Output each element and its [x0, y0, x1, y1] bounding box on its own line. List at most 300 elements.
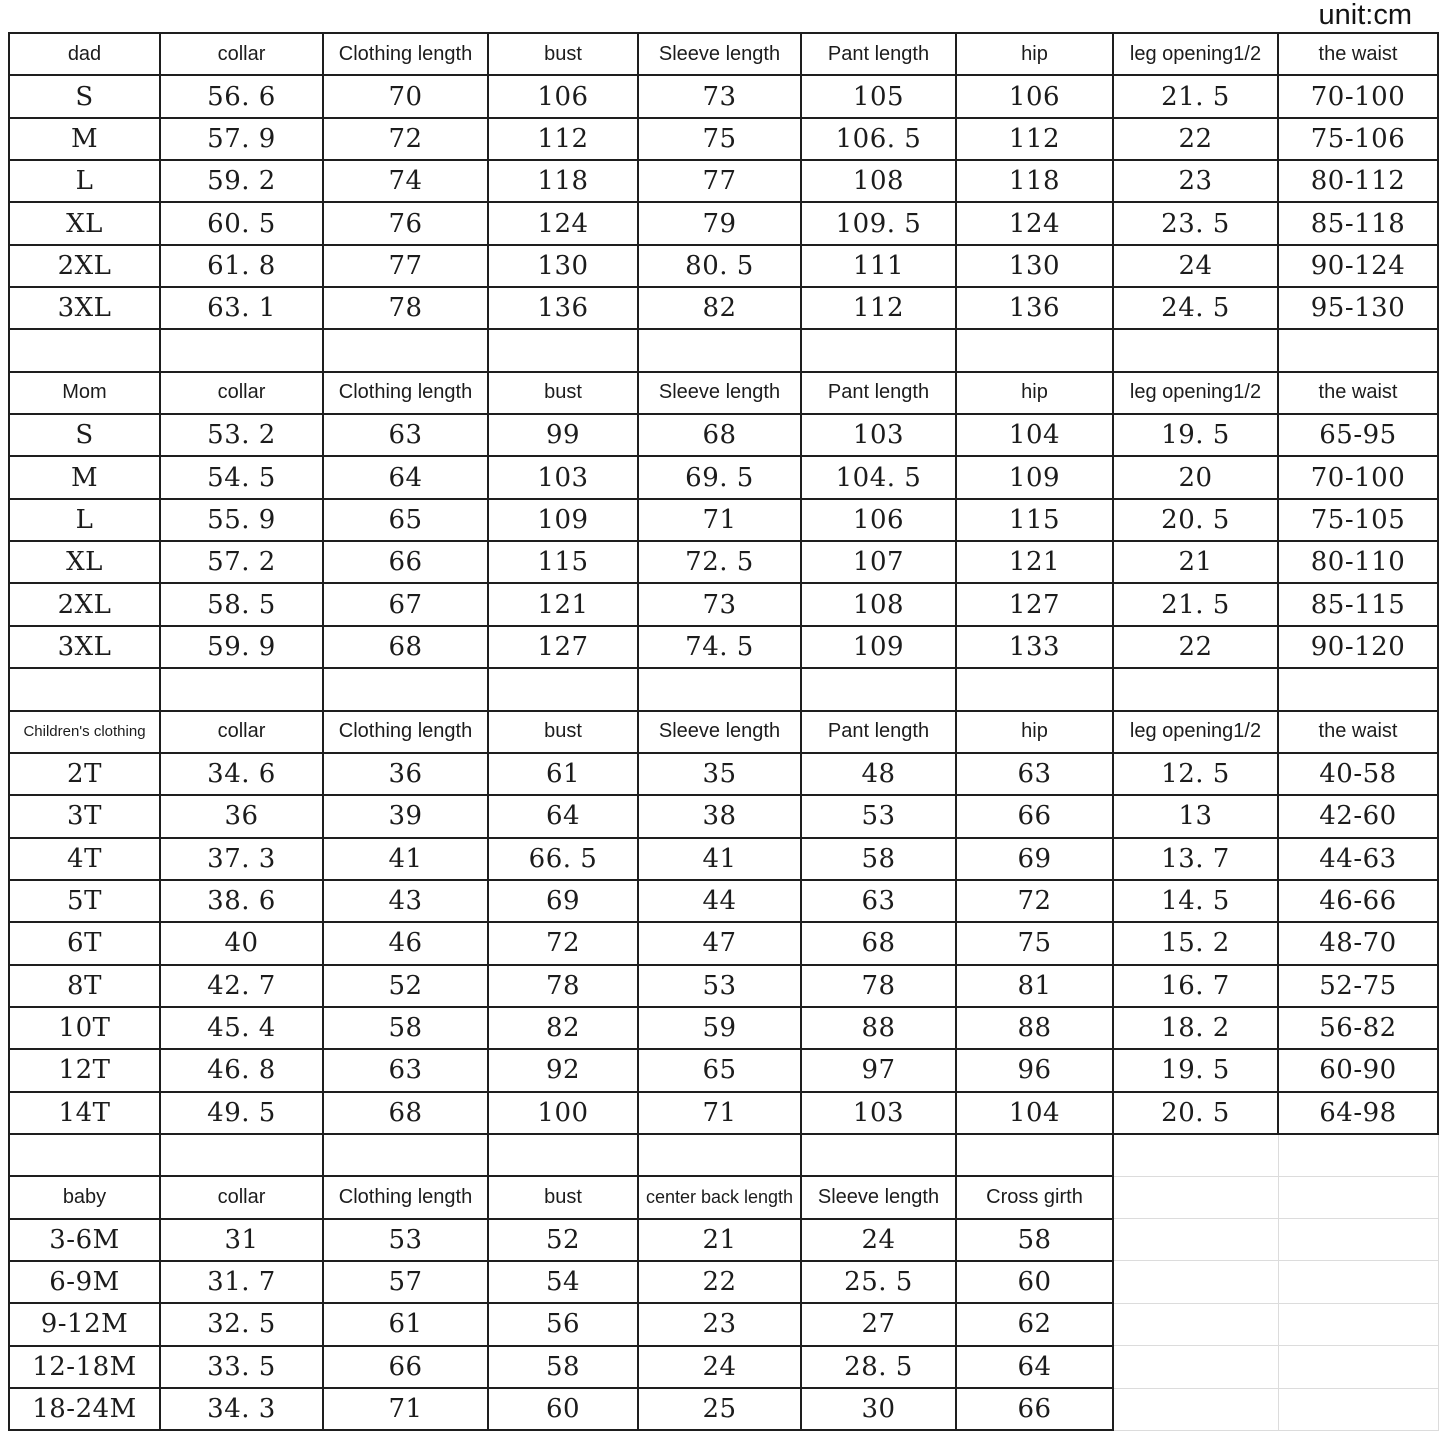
baby-size-cell: 9-12M	[9, 1303, 160, 1345]
mom-header-cell: Clothing length	[323, 372, 488, 414]
mom-size-cell: 2XL	[9, 583, 160, 625]
dad-value-cell: 77	[638, 160, 801, 202]
mom-value-cell: 127	[956, 583, 1113, 625]
baby-value-cell: 31. 7	[160, 1261, 323, 1303]
children-value-cell: 47	[638, 922, 801, 964]
baby-size-cell: 12-18M	[9, 1346, 160, 1388]
baby-value-cell: 66	[323, 1346, 488, 1388]
baby-header-cell: collar	[160, 1176, 323, 1218]
mom-value-cell: 80-110	[1278, 541, 1438, 583]
empty-grid-cell	[1278, 1219, 1438, 1261]
spacer-cell	[1278, 329, 1438, 371]
children-value-cell: 19. 5	[1113, 1049, 1278, 1091]
baby-value-cell: 64	[956, 1346, 1113, 1388]
children-header-row	[9, 711, 1438, 753]
mom-value-cell: 19. 5	[1113, 414, 1278, 456]
children-header-cell: bust	[488, 711, 638, 753]
dad-value-cell: 109. 5	[801, 202, 956, 244]
children-header-cell: leg opening1/2	[1113, 711, 1278, 753]
dad-value-cell: 106. 5	[801, 118, 956, 160]
children-value-cell: 53	[638, 965, 801, 1007]
spacer-cell	[9, 668, 160, 710]
baby-value-cell: 30	[801, 1388, 956, 1430]
spacer-cell	[1113, 668, 1278, 710]
dad-value-cell: 73	[638, 75, 801, 117]
children-value-cell: 16. 7	[1113, 965, 1278, 1007]
dad-value-cell: 59. 2	[160, 160, 323, 202]
baby-value-cell: 22	[638, 1261, 801, 1303]
mom-value-cell: 121	[956, 541, 1113, 583]
baby-header-cell: baby	[9, 1176, 160, 1218]
dad-value-cell: 80-112	[1278, 160, 1438, 202]
baby-value-cell: 62	[956, 1303, 1113, 1345]
dad-value-cell: 70	[323, 75, 488, 117]
children-value-cell: 38. 6	[160, 880, 323, 922]
spacer-cell	[801, 329, 956, 371]
children-value-cell: 58	[801, 838, 956, 880]
dad-value-cell: 118	[488, 160, 638, 202]
children-row-5T	[9, 880, 1438, 922]
dad-value-cell: 124	[956, 202, 1113, 244]
dad-header-row	[9, 33, 1438, 75]
dad-value-cell: 118	[956, 160, 1113, 202]
dad-value-cell: 95-130	[1278, 287, 1438, 329]
mom-value-cell: 99	[488, 414, 638, 456]
children-value-cell: 82	[488, 1007, 638, 1049]
children-value-cell: 81	[956, 965, 1113, 1007]
baby-value-cell: 71	[323, 1388, 488, 1430]
size-chart-table	[8, 32, 1439, 1431]
dad-value-cell: 76	[323, 202, 488, 244]
children-row-12T	[9, 1049, 1438, 1091]
children-value-cell: 66	[956, 795, 1113, 837]
mom-value-cell: 108	[801, 583, 956, 625]
children-size-cell: 12T	[9, 1049, 160, 1091]
dad-row-S	[9, 75, 1438, 117]
children-value-cell: 44-63	[1278, 838, 1438, 880]
mom-value-cell: 21	[1113, 541, 1278, 583]
empty-grid-cell	[1278, 1176, 1438, 1218]
dad-value-cell: 124	[488, 202, 638, 244]
children-header-cell: collar	[160, 711, 323, 753]
spacer-cell	[160, 329, 323, 371]
mom-header-cell: Mom	[9, 372, 160, 414]
dad-size-cell: M	[9, 118, 160, 160]
dad-value-cell: 22	[1113, 118, 1278, 160]
children-value-cell: 66. 5	[488, 838, 638, 880]
children-value-cell: 18. 2	[1113, 1007, 1278, 1049]
dad-header-cell: Sleeve length	[638, 33, 801, 75]
dad-value-cell: 112	[488, 118, 638, 160]
dad-value-cell: 75	[638, 118, 801, 160]
children-header-cell: the waist	[1278, 711, 1438, 753]
dad-size-cell: 3XL	[9, 287, 160, 329]
mom-value-cell: 133	[956, 626, 1113, 668]
baby-value-cell: 24	[801, 1219, 956, 1261]
children-size-cell: 2T	[9, 753, 160, 795]
children-value-cell: 104	[956, 1092, 1113, 1134]
mom-value-cell: 55. 9	[160, 499, 323, 541]
children-header-cell: hip	[956, 711, 1113, 753]
children-size-cell: 3T	[9, 795, 160, 837]
empty-grid-cell	[1113, 1346, 1278, 1388]
spacer-cell	[638, 668, 801, 710]
mom-value-cell: 66	[323, 541, 488, 583]
baby-value-cell: 54	[488, 1261, 638, 1303]
mom-value-cell: 106	[801, 499, 956, 541]
baby-header-cell: Clothing length	[323, 1176, 488, 1218]
dad-spacer-row	[9, 329, 1438, 371]
children-size-cell: 4T	[9, 838, 160, 880]
baby-value-cell: 23	[638, 1303, 801, 1345]
children-value-cell: 58	[323, 1007, 488, 1049]
children-value-cell: 46	[323, 922, 488, 964]
children-value-cell: 45. 4	[160, 1007, 323, 1049]
dad-value-cell: 63. 1	[160, 287, 323, 329]
children-value-cell: 52	[323, 965, 488, 1007]
mom-value-cell: 103	[801, 414, 956, 456]
dad-value-cell: 78	[323, 287, 488, 329]
baby-value-cell: 66	[956, 1388, 1113, 1430]
mom-value-cell: 127	[488, 626, 638, 668]
children-value-cell: 78	[488, 965, 638, 1007]
empty-grid-cell	[1278, 1346, 1438, 1388]
mom-header-cell: the waist	[1278, 372, 1438, 414]
mom-value-cell: 68	[323, 626, 488, 668]
dad-value-cell: 112	[801, 287, 956, 329]
mom-header-row	[9, 372, 1438, 414]
spacer-cell	[801, 1134, 956, 1176]
dad-value-cell: 77	[323, 245, 488, 287]
children-value-cell: 41	[638, 838, 801, 880]
children-header-cell: Clothing length	[323, 711, 488, 753]
spacer-cell	[488, 1134, 638, 1176]
children-value-cell: 65	[638, 1049, 801, 1091]
unit-label: unit:cm	[1318, 0, 1412, 31]
baby-header-cell: Cross girth	[956, 1176, 1113, 1218]
children-value-cell: 15. 2	[1113, 922, 1278, 964]
mom-header-cell: Pant length	[801, 372, 956, 414]
baby-value-cell: 60	[956, 1261, 1113, 1303]
children-value-cell: 36	[160, 795, 323, 837]
empty-grid-cell	[1278, 1388, 1438, 1430]
children-value-cell: 72	[956, 880, 1113, 922]
mom-size-cell: M	[9, 456, 160, 498]
spacer-cell	[1278, 1134, 1438, 1176]
dad-header-cell: hip	[956, 33, 1113, 75]
baby-header-cell: Sleeve length	[801, 1176, 956, 1218]
children-value-cell: 13. 7	[1113, 838, 1278, 880]
children-row-4T	[9, 838, 1438, 880]
dad-value-cell: 24	[1113, 245, 1278, 287]
dad-header-cell: the waist	[1278, 33, 1438, 75]
mom-value-cell: 109	[956, 456, 1113, 498]
dad-size-cell: XL	[9, 202, 160, 244]
empty-grid-cell	[1113, 1261, 1278, 1303]
dad-value-cell: 24. 5	[1113, 287, 1278, 329]
mom-value-cell: 58. 5	[160, 583, 323, 625]
spacer-cell	[323, 668, 488, 710]
mom-value-cell: 109	[488, 499, 638, 541]
mom-value-cell: 53. 2	[160, 414, 323, 456]
baby-row-3-6M	[9, 1219, 1438, 1261]
mom-spacer-row	[9, 668, 1438, 710]
dad-value-cell: 23. 5	[1113, 202, 1278, 244]
children-value-cell: 49. 5	[160, 1092, 323, 1134]
dad-value-cell: 23	[1113, 160, 1278, 202]
spacer-cell	[956, 1134, 1113, 1176]
mom-value-cell: 73	[638, 583, 801, 625]
children-row-2T	[9, 753, 1438, 795]
baby-value-cell: 27	[801, 1303, 956, 1345]
mom-value-cell: 115	[488, 541, 638, 583]
baby-size-cell: 3-6M	[9, 1219, 160, 1261]
dad-value-cell: 75-106	[1278, 118, 1438, 160]
dad-size-cell: S	[9, 75, 160, 117]
spacer-cell	[956, 329, 1113, 371]
dad-value-cell: 130	[956, 245, 1113, 287]
children-size-cell: 5T	[9, 880, 160, 922]
mom-value-cell: 75-105	[1278, 499, 1438, 541]
dad-value-cell: 56. 6	[160, 75, 323, 117]
baby-row-18-24M	[9, 1388, 1438, 1430]
children-header-cell: Children's clothing	[9, 711, 160, 753]
children-row-6T	[9, 922, 1438, 964]
mom-value-cell: 65-95	[1278, 414, 1438, 456]
dad-value-cell: 80. 5	[638, 245, 801, 287]
baby-value-cell: 31	[160, 1219, 323, 1261]
mom-value-cell: 67	[323, 583, 488, 625]
mom-value-cell: 103	[488, 456, 638, 498]
children-value-cell: 52-75	[1278, 965, 1438, 1007]
children-value-cell: 63	[956, 753, 1113, 795]
children-row-10T	[9, 1007, 1438, 1049]
children-value-cell: 56-82	[1278, 1007, 1438, 1049]
mom-header-cell: Sleeve length	[638, 372, 801, 414]
spacer-cell	[9, 329, 160, 371]
mom-value-cell: 59. 9	[160, 626, 323, 668]
baby-header-cell: center back length	[638, 1176, 801, 1218]
children-value-cell: 42-60	[1278, 795, 1438, 837]
baby-value-cell: 53	[323, 1219, 488, 1261]
children-value-cell: 63	[801, 880, 956, 922]
baby-value-cell: 25. 5	[801, 1261, 956, 1303]
children-value-cell: 43	[323, 880, 488, 922]
mom-value-cell: 68	[638, 414, 801, 456]
children-value-cell: 68	[801, 922, 956, 964]
spacer-cell	[9, 1134, 160, 1176]
dad-value-cell: 90-124	[1278, 245, 1438, 287]
dad-row-XL	[9, 202, 1438, 244]
children-size-cell: 10T	[9, 1007, 160, 1049]
mom-value-cell: 57. 2	[160, 541, 323, 583]
mom-value-cell: 20	[1113, 456, 1278, 498]
dad-value-cell: 60. 5	[160, 202, 323, 244]
empty-grid-cell	[1113, 1303, 1278, 1345]
baby-value-cell: 28. 5	[801, 1346, 956, 1388]
children-value-cell: 88	[956, 1007, 1113, 1049]
children-value-cell: 92	[488, 1049, 638, 1091]
mom-value-cell: 22	[1113, 626, 1278, 668]
dad-value-cell: 85-118	[1278, 202, 1438, 244]
mom-row-M	[9, 456, 1438, 498]
mom-value-cell: 70-100	[1278, 456, 1438, 498]
spacer-cell	[323, 1134, 488, 1176]
empty-grid-cell	[1278, 1261, 1438, 1303]
mom-value-cell: 71	[638, 499, 801, 541]
baby-value-cell: 52	[488, 1219, 638, 1261]
children-value-cell: 72	[488, 922, 638, 964]
baby-value-cell: 58	[956, 1219, 1113, 1261]
children-value-cell: 100	[488, 1092, 638, 1134]
mom-value-cell: 115	[956, 499, 1113, 541]
mom-value-cell: 20. 5	[1113, 499, 1278, 541]
children-value-cell: 88	[801, 1007, 956, 1049]
baby-value-cell: 21	[638, 1219, 801, 1261]
spacer-cell	[323, 329, 488, 371]
children-value-cell: 75	[956, 922, 1113, 964]
baby-value-cell: 56	[488, 1303, 638, 1345]
size-chart-body	[9, 33, 1438, 1430]
children-value-cell: 44	[638, 880, 801, 922]
empty-grid-cell	[1113, 1388, 1278, 1430]
baby-row-12-18M	[9, 1346, 1438, 1388]
spacer-cell	[1278, 668, 1438, 710]
mom-row-2XL	[9, 583, 1438, 625]
mom-value-cell: 74. 5	[638, 626, 801, 668]
dad-value-cell: 111	[801, 245, 956, 287]
children-value-cell: 46. 8	[160, 1049, 323, 1091]
baby-row-6-9M	[9, 1261, 1438, 1303]
dad-value-cell: 112	[956, 118, 1113, 160]
spacer-cell	[160, 1134, 323, 1176]
children-row-8T	[9, 965, 1438, 1007]
mom-value-cell: 107	[801, 541, 956, 583]
mom-row-3XL	[9, 626, 1438, 668]
children-value-cell: 48	[801, 753, 956, 795]
dad-value-cell: 70-100	[1278, 75, 1438, 117]
children-value-cell: 20. 5	[1113, 1092, 1278, 1134]
mom-header-cell: hip	[956, 372, 1113, 414]
dad-header-cell: leg opening1/2	[1113, 33, 1278, 75]
dad-header-cell: dad	[9, 33, 160, 75]
mom-header-cell: leg opening1/2	[1113, 372, 1278, 414]
mom-size-cell: S	[9, 414, 160, 456]
mom-value-cell: 54. 5	[160, 456, 323, 498]
dad-size-cell: L	[9, 160, 160, 202]
mom-size-cell: L	[9, 499, 160, 541]
children-size-cell: 14T	[9, 1092, 160, 1134]
children-value-cell: 103	[801, 1092, 956, 1134]
children-value-cell: 71	[638, 1092, 801, 1134]
dad-row-3XL	[9, 287, 1438, 329]
dad-value-cell: 61. 8	[160, 245, 323, 287]
children-value-cell: 12. 5	[1113, 753, 1278, 795]
mom-value-cell: 21. 5	[1113, 583, 1278, 625]
children-value-cell: 60-90	[1278, 1049, 1438, 1091]
mom-value-cell: 90-120	[1278, 626, 1438, 668]
spacer-cell	[638, 329, 801, 371]
dad-header-cell: Clothing length	[323, 33, 488, 75]
children-value-cell: 46-66	[1278, 880, 1438, 922]
children-value-cell: 69	[488, 880, 638, 922]
baby-value-cell: 25	[638, 1388, 801, 1430]
mom-value-cell: 104. 5	[801, 456, 956, 498]
spacer-cell	[1113, 329, 1278, 371]
dad-row-L	[9, 160, 1438, 202]
empty-grid-cell	[1113, 1219, 1278, 1261]
children-value-cell: 42. 7	[160, 965, 323, 1007]
mom-value-cell: 65	[323, 499, 488, 541]
mom-header-cell: bust	[488, 372, 638, 414]
children-value-cell: 63	[323, 1049, 488, 1091]
children-size-cell: 6T	[9, 922, 160, 964]
children-value-cell: 38	[638, 795, 801, 837]
dad-header-cell: collar	[160, 33, 323, 75]
children-value-cell: 64-98	[1278, 1092, 1438, 1134]
children-value-cell: 78	[801, 965, 956, 1007]
baby-value-cell: 34. 3	[160, 1388, 323, 1430]
spacer-cell	[956, 668, 1113, 710]
mom-size-cell: XL	[9, 541, 160, 583]
mom-value-cell: 104	[956, 414, 1113, 456]
children-spacer-row	[9, 1134, 1438, 1176]
spacer-cell	[160, 668, 323, 710]
children-value-cell: 59	[638, 1007, 801, 1049]
spacer-cell	[801, 668, 956, 710]
children-value-cell: 97	[801, 1049, 956, 1091]
children-value-cell: 37. 3	[160, 838, 323, 880]
children-value-cell: 61	[488, 753, 638, 795]
mom-row-XL	[9, 541, 1438, 583]
dad-value-cell: 82	[638, 287, 801, 329]
children-row-14T	[9, 1092, 1438, 1134]
mom-value-cell: 72. 5	[638, 541, 801, 583]
dad-value-cell: 79	[638, 202, 801, 244]
dad-value-cell: 136	[488, 287, 638, 329]
children-row-3T	[9, 795, 1438, 837]
baby-value-cell: 33. 5	[160, 1346, 323, 1388]
dad-value-cell: 108	[801, 160, 956, 202]
spacer-cell	[638, 1134, 801, 1176]
mom-value-cell: 63	[323, 414, 488, 456]
dad-header-cell: bust	[488, 33, 638, 75]
mom-size-cell: 3XL	[9, 626, 160, 668]
children-value-cell: 36	[323, 753, 488, 795]
dad-value-cell: 105	[801, 75, 956, 117]
mom-row-S	[9, 414, 1438, 456]
children-header-cell: Sleeve length	[638, 711, 801, 753]
mom-value-cell: 109	[801, 626, 956, 668]
children-value-cell: 39	[323, 795, 488, 837]
baby-size-cell: 18-24M	[9, 1388, 160, 1430]
children-value-cell: 13	[1113, 795, 1278, 837]
children-value-cell: 48-70	[1278, 922, 1438, 964]
mom-value-cell: 121	[488, 583, 638, 625]
dad-value-cell: 106	[956, 75, 1113, 117]
children-value-cell: 40-58	[1278, 753, 1438, 795]
baby-size-cell: 6-9M	[9, 1261, 160, 1303]
children-value-cell: 14. 5	[1113, 880, 1278, 922]
baby-value-cell: 60	[488, 1388, 638, 1430]
empty-grid-cell	[1113, 1176, 1278, 1218]
children-value-cell: 96	[956, 1049, 1113, 1091]
baby-value-cell: 61	[323, 1303, 488, 1345]
dad-value-cell: 72	[323, 118, 488, 160]
dad-value-cell: 106	[488, 75, 638, 117]
children-value-cell: 35	[638, 753, 801, 795]
dad-value-cell: 130	[488, 245, 638, 287]
